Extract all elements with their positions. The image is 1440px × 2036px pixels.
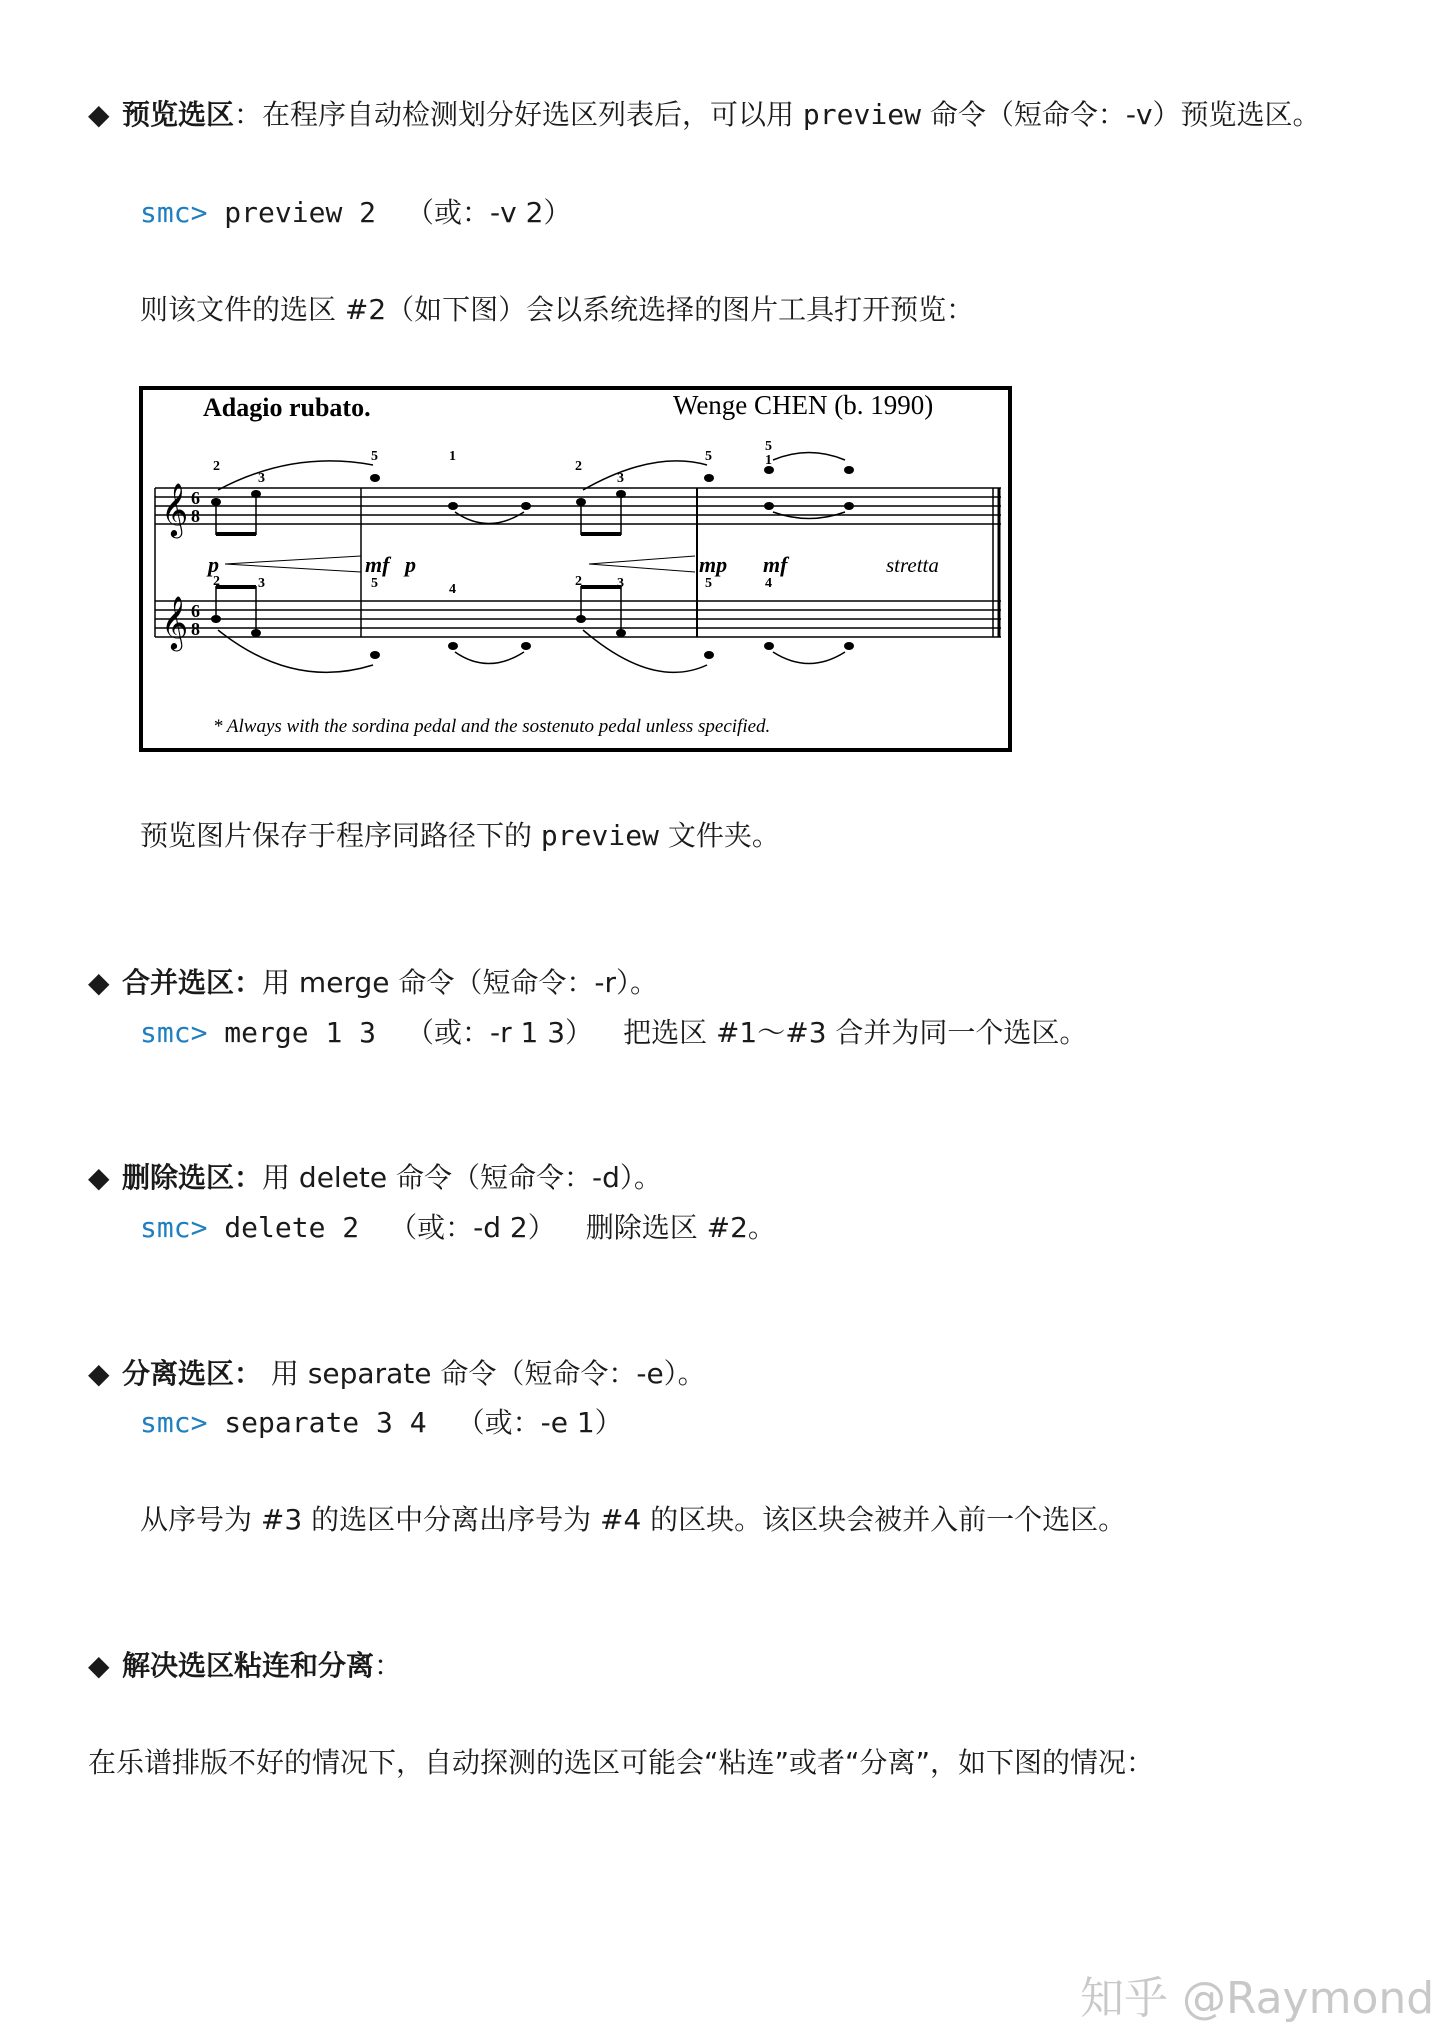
svg-text:1: 1 [449, 449, 456, 464]
alt-command: （或：-r 1 3） [406, 1016, 594, 1049]
saved-folder: preview [540, 819, 659, 852]
svg-text:2: 2 [213, 459, 220, 474]
zhihu-watermark: 知乎 @Raymond [1080, 1973, 1435, 2024]
alt-command: （或：-d 2） [389, 1211, 556, 1244]
svg-text:mp: mp [699, 552, 728, 577]
diamond-bullet-icon: ◆ [88, 1357, 110, 1390]
svg-text:5: 5 [371, 449, 378, 464]
noteheads [211, 466, 854, 659]
svg-text:4: 4 [449, 582, 456, 597]
hairpins [225, 556, 695, 572]
svg-text:1: 1 [765, 453, 772, 468]
time-signatures [191, 488, 200, 639]
command: preview 2 [207, 196, 377, 229]
svg-text:3: 3 [617, 576, 624, 591]
svg-text:p: p [208, 552, 219, 577]
resolve-heading [88, 1646, 402, 1686]
saved-text-end: 文件夹。 [658, 819, 780, 852]
separate-example [140, 1403, 623, 1443]
preview-desc: ：在程序自动检测划分好选区列表后，可以用 [234, 98, 803, 131]
svg-text:4: 4 [765, 576, 772, 591]
separate-desc: 用 separate 命令（短命令：-e）。 [262, 1357, 706, 1390]
prompt: smc> [140, 1016, 208, 1049]
resolve-title: 解决选区粘连和分离 [122, 1649, 375, 1682]
svg-text:5: 5 [705, 576, 712, 591]
separate-note: 从序号为 #3 的选区中分离出序号为 #4 的区块。该区块会被并入前一个选区。 [140, 1503, 1127, 1536]
resolve-paragraph: 在乐谱排版不好的情况下，自动探测的选区可能会“粘连”或者“分离”，如下图的情况： [88, 1746, 1155, 1779]
svg-text:3: 3 [617, 471, 624, 486]
prompt: smc> [140, 1211, 208, 1244]
delete-heading [88, 1158, 662, 1198]
command: delete 2 [207, 1211, 360, 1244]
merge-note: 把选区 #1～#3 合并为同一个选区。 [623, 1016, 1088, 1049]
preview-saved-note [140, 816, 780, 856]
delete-note: 删除选区 #2。 [585, 1211, 776, 1244]
prompt: smc> [140, 196, 208, 229]
score-preview-image [139, 386, 1012, 752]
saved-text: 预览图片保存于程序同路径下的 [140, 819, 541, 852]
svg-text:3: 3 [258, 576, 265, 591]
svg-text:5: 5 [705, 449, 712, 464]
merge-title: 合并选区： [122, 966, 263, 999]
delete-title: 删除选区： [122, 1161, 263, 1194]
svg-text:5: 5 [371, 576, 378, 591]
delete-desc: 用 delete 命令（短命令：-d）。 [262, 1161, 662, 1194]
svg-text:𝄞: 𝄞 [161, 597, 189, 648]
tempo-marking: Adagio rubato. [203, 393, 371, 422]
svg-text:8: 8 [191, 506, 200, 526]
svg-text:6: 6 [191, 488, 200, 508]
preview-cmd: preview [802, 98, 921, 131]
composer: Wenge CHEN (b. 1990) [673, 390, 934, 420]
treble-staff-upper [155, 488, 1001, 524]
merge-heading [88, 963, 658, 1003]
alt-command: （或：-e 1） [456, 1406, 623, 1439]
separate-heading [88, 1354, 706, 1394]
svg-text:𝄞: 𝄞 [161, 484, 189, 535]
diamond-bullet-icon: ◆ [88, 1161, 110, 1194]
svg-text:3: 3 [258, 471, 265, 486]
svg-text:mf: mf [365, 552, 390, 577]
preview-heading [88, 95, 1321, 135]
stems-and-slurs [216, 453, 845, 673]
prompt: smc> [140, 1406, 208, 1439]
separate-title: 分离选区： [122, 1357, 263, 1390]
svg-text:p: p [405, 552, 416, 577]
resolve-colon: ： [374, 1649, 403, 1682]
svg-text:mf: mf [763, 552, 788, 577]
treble-clef-icons [161, 483, 188, 651]
preview-example [140, 193, 571, 233]
command: separate 3 4 [207, 1406, 427, 1439]
preview-note: 则该文件的选区 #2（如下图）会以系统选择的图片工具打开预览： [140, 293, 975, 326]
alt-command: （或：-v 2） [406, 196, 572, 229]
svg-text:5: 5 [765, 439, 772, 454]
svg-text:2: 2 [575, 459, 582, 474]
svg-text:2: 2 [213, 574, 220, 589]
diamond-bullet-icon: ◆ [88, 966, 110, 999]
svg-text:6: 6 [191, 601, 200, 621]
merge-desc: 用 merge 命令（短命令：-r）。 [262, 966, 658, 999]
command: merge 1 3 [207, 1016, 377, 1049]
stretta-marking: stretta [886, 553, 939, 577]
preview-desc-end: 命令（短命令：-v）预览选区。 [920, 98, 1321, 131]
barlines [155, 488, 999, 637]
svg-text:8: 8 [191, 619, 200, 639]
diamond-bullet-icon: ◆ [88, 98, 110, 131]
footnote: * Always with the sordina pedal and the sostenuto pedal unless specified. [213, 716, 771, 737]
merge-example [140, 1013, 1087, 1053]
svg-text:2: 2 [575, 574, 582, 589]
delete-example [140, 1208, 776, 1248]
dynamics [206, 552, 790, 577]
preview-title: 预览选区 [122, 98, 235, 131]
diamond-bullet-icon: ◆ [88, 1649, 110, 1682]
